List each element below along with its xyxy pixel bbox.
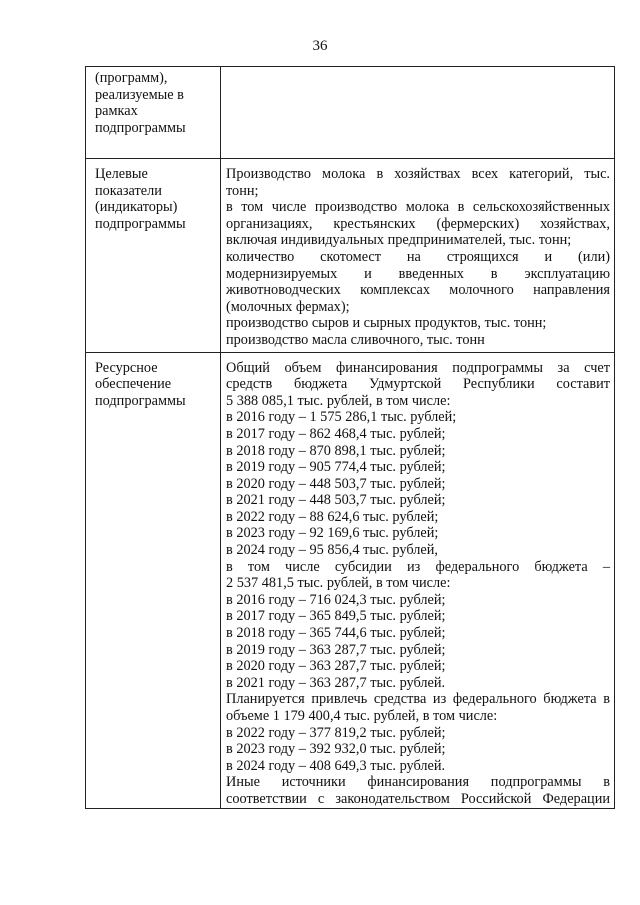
funding-line: в 2024 году – 95 856,4 тыс. рублей,: [226, 542, 438, 559]
funding-line: 5 388 085,1 тыс. рублей, в том числе:: [226, 392, 451, 409]
funding-line: Иные источники финансирования подпрограммы в: [226, 774, 610, 791]
indicator-line: производство масла сливочного, тыс. тонн: [226, 331, 485, 348]
funding-line: в 2023 году – 392 932,0 тыс. рублей;: [226, 741, 446, 758]
subprogram-passport-table: [85, 66, 615, 809]
row-value-resources: [221, 352, 615, 808]
funding-line: в 2022 году – 88 624,6 тыс. рублей;: [226, 508, 439, 525]
indicator-line: тонн;: [226, 182, 259, 199]
funding-line: Планируется привлечь средства из федерального бюджета в: [226, 691, 610, 708]
row-label-resources: [86, 352, 221, 808]
indicator-line: (молочных фермах);: [226, 298, 350, 315]
indicator-line: животноводческих комплексах молочного направления: [226, 282, 610, 299]
funding-line: в 2024 году – 408 649,3 тыс. рублей.: [226, 757, 446, 774]
label-line: подпрограммы: [95, 392, 186, 409]
funding-line: в 2018 году – 870 898,1 тыс. рублей;: [226, 442, 446, 459]
table-row-programs: [86, 67, 615, 159]
label-line: (программ),: [95, 70, 168, 86]
label-line: показатели: [95, 182, 162, 199]
label-line: реализуемые в: [95, 86, 184, 103]
row-value-programs: [221, 67, 615, 159]
funding-line: 2 537 481,5 тыс. рублей, в том числе:: [226, 575, 451, 592]
funding-line: средств бюджета Удмуртской Республики составит: [226, 376, 610, 393]
funding-line: в 2016 году – 716 024,3 тыс. рублей;: [226, 591, 446, 608]
funding-line: в 2016 году – 1 575 286,1 тыс. рублей;: [226, 409, 457, 426]
indicator-line: включая индивидуальных предпринимателей, тыс. тонн;: [226, 232, 572, 249]
funding-line: объеме 1 179 400,4 тыс. рублей, в том числе:: [226, 708, 498, 724]
indicator-line: Производство молока в хозяйствах всех категорий, тыс.: [226, 166, 610, 182]
indicator-line: модернизируемых и введенных в эксплуатацию: [226, 265, 610, 282]
funding-line: в 2017 году – 365 849,5 тыс. рублей;: [226, 608, 446, 625]
funding-line: в том числе субсидии из федерального бюджета –: [226, 558, 610, 575]
table-row-resources: [86, 352, 615, 808]
label-line: подпрограммы: [95, 119, 186, 136]
funding-line: в 2020 году – 363 287,7 тыс. рублей;: [226, 658, 446, 675]
funding-line: в 2020 году – 448 503,7 тыс. рублей;: [226, 475, 446, 492]
page-number: 36: [312, 38, 328, 54]
funding-line: в 2018 году – 365 744,6 тыс. рублей;: [226, 625, 446, 642]
indicator-line: в том числе производство молока в сельскохозяйственных: [226, 199, 610, 216]
label-line: подпрограммы: [95, 215, 186, 232]
funding-line: Общий объем финансирования подпрограммы за счет: [226, 359, 610, 376]
indicator-line: организациях, крестьянских (фермерских) хозяйствах,: [226, 215, 610, 232]
row-value-indicators: [221, 159, 615, 353]
indicator-line: производство сыров и сырных продуктов, тыс. тонн;: [226, 315, 547, 332]
label-line: Целевые: [95, 166, 148, 182]
label-line: (индикаторы): [95, 199, 178, 216]
funding-line: в 2021 году – 448 503,7 тыс. рублей;: [226, 492, 446, 509]
funding-line: в 2022 году – 377 819,2 тыс. рублей;: [226, 724, 446, 741]
row-label-programs: [86, 67, 221, 159]
row-label-indicators: [86, 159, 221, 353]
indicator-line: количество скотомест на строящихся и (или): [226, 248, 610, 265]
funding-line: в 2019 году – 905 774,4 тыс. рублей;: [226, 459, 446, 476]
funding-line: в 2021 году – 363 287,7 тыс. рублей.: [226, 674, 446, 691]
funding-line: в 2023 году – 92 169,6 тыс. рублей;: [226, 525, 439, 542]
funding-line: соответствии с законодательством Российской Федерации: [226, 790, 610, 807]
label-line: обеспечение: [95, 376, 172, 393]
label-line: рамках: [95, 103, 138, 120]
table-row-indicators: [86, 159, 615, 353]
label-line: Ресурсное: [95, 359, 158, 376]
funding-line: в 2019 году – 363 287,7 тыс. рублей;: [226, 641, 446, 658]
funding-line: в 2017 году – 862 468,4 тыс. рублей;: [226, 425, 446, 442]
